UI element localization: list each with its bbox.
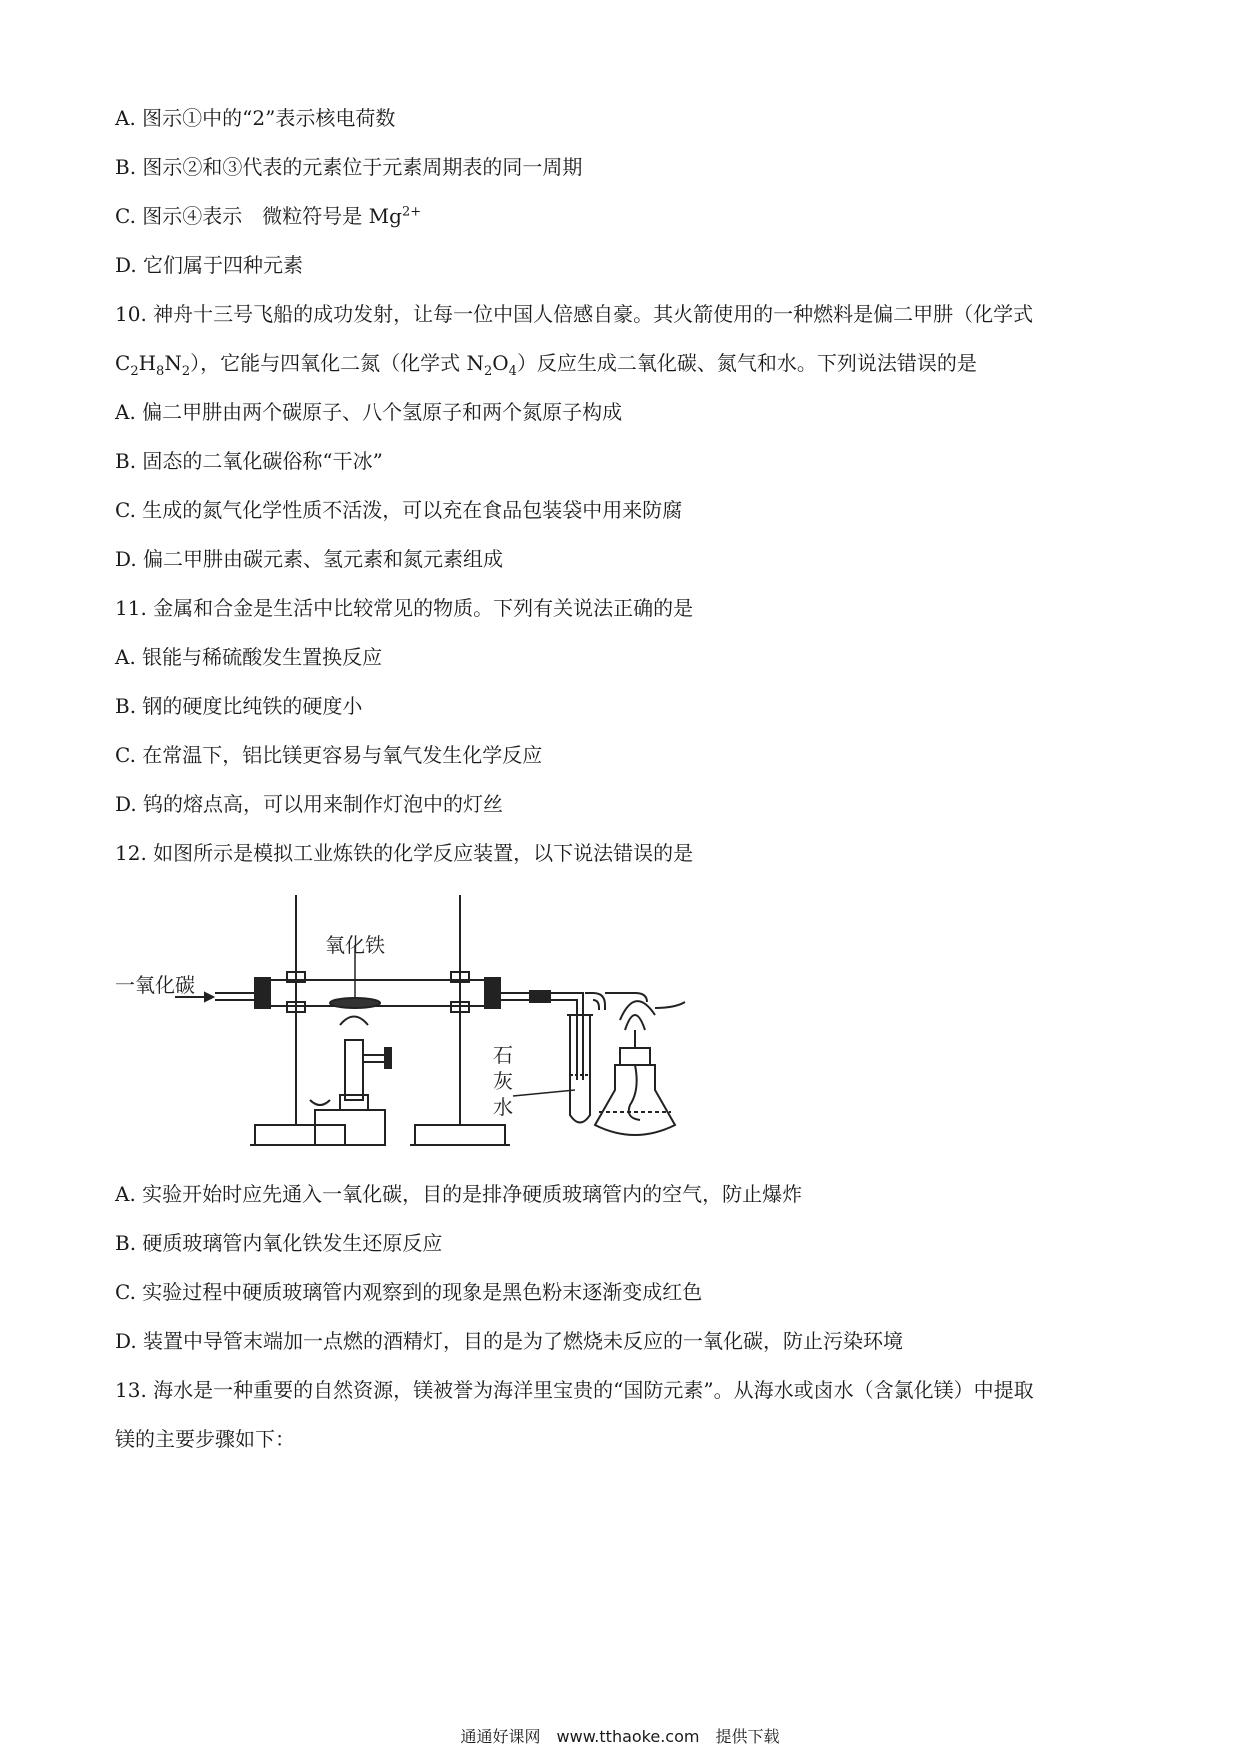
question-12-stem: 12. 如图所示是模拟工业炼铁的化学反应装置，以下说法错误的是 (115, 841, 694, 865)
option-d-q9: D. 它们属于四种元素 (115, 253, 304, 277)
question-10-formula-line: $C_2H_8N_2$），它能与四氧化二氮（化学式 $N_2O_4$）反应生成二氧化碳、氮气和水。下列说法错误的是 (115, 351, 977, 379)
option-b-q11: B. 钢的硬度比纯铁的硬度小 (115, 694, 363, 718)
label-limewater-1: 石 (493, 1043, 513, 1067)
iron-oxide-powder (330, 998, 380, 1008)
label-limewater-3: 水 (493, 1095, 513, 1119)
option-b-q10: B. 固态的二氧化碳俗称“干冰” (115, 449, 383, 473)
test-tube-limewater (570, 1015, 590, 1123)
iron-smelting-apparatus-figure (115, 890, 715, 1165)
option-a-q12: A. 实验开始时应先通入一氧化碳，目的是排净硬质玻璃管内的空气，防止爆炸 (115, 1182, 803, 1206)
label-limewater-2: 灰 (493, 1069, 513, 1093)
stopper-right (485, 978, 500, 1008)
page-footer: 通通好课网 www.tthaoke.com 提供下载 (460, 1727, 780, 1746)
option-b-q9: B. 图示②和③代表的元素位于元素周期表的同一周期 (115, 155, 583, 179)
option-c-q11: C. 在常温下，铝比镁更容易与氧气发生化学反应 (115, 743, 543, 767)
question-10-stem: 10. 神舟十三号飞船的成功发射，让每一位中国人倍感自豪。其火箭使用的一种燃料是偏二甲肼（化学式 (115, 302, 1034, 326)
option-a-q11: A. 银能与稀硫酸发生置换反应 (115, 645, 383, 669)
option-d-q10: D. 偏二甲肼由碳元素、氢元素和氮元素组成 (115, 547, 504, 571)
burner-tube (345, 1040, 363, 1100)
stand-base-right (415, 1125, 505, 1145)
label-iron-oxide: 氧化铁 (325, 933, 385, 957)
option-c-q12: C. 实验过程中硬质玻璃管内观察到的现象是黑色粉末逐渐变成红色 (115, 1280, 703, 1304)
alcohol-lamp-right (595, 1065, 675, 1135)
option-a-q10: A. 偏二甲肼由两个碳原子、八个氢原子和两个氮原子构成 (115, 400, 623, 424)
option-c-q10: C. 生成的氮气化学性质不活泼，可以充在食品包装袋中用来防腐 (115, 498, 683, 522)
option-a-q9: A. 图示①中的“2”表示核电荷数 (115, 106, 396, 130)
option-d-q11: D. 钨的熔点高，可以用来制作灯泡中的灯丝 (115, 792, 504, 816)
question-13-stem: 13. 海水是一种重要的自然资源，镁被誉为海洋里宝贵的“国防元素”。从海水或卤水（含氯化镁）中提取 (115, 1378, 1034, 1402)
stand-base-left (255, 1125, 345, 1145)
question-13-stem-cont: 镁的主要步骤如下： (115, 1427, 295, 1451)
option-d-q12: D. 装置中导管末端加一点燃的酒精灯，目的是为了燃烧未反应的一氧化碳，防止污染环境 (115, 1329, 904, 1353)
label-carbon-monoxide: 一氧化碳 (115, 973, 195, 997)
stopper-left (255, 978, 270, 1008)
question-11-stem: 11. 金属和合金是生活中比较常见的物质。下列有关说法正确的是 (115, 596, 694, 620)
flame-right (620, 1001, 685, 1030)
option-b-q12: B. 硬质玻璃管内氧化铁发生还原反应 (115, 1231, 443, 1255)
option-c-q9: C. 图示④表示 微粒符号是 $Mg^{2+}$ (115, 204, 422, 228)
